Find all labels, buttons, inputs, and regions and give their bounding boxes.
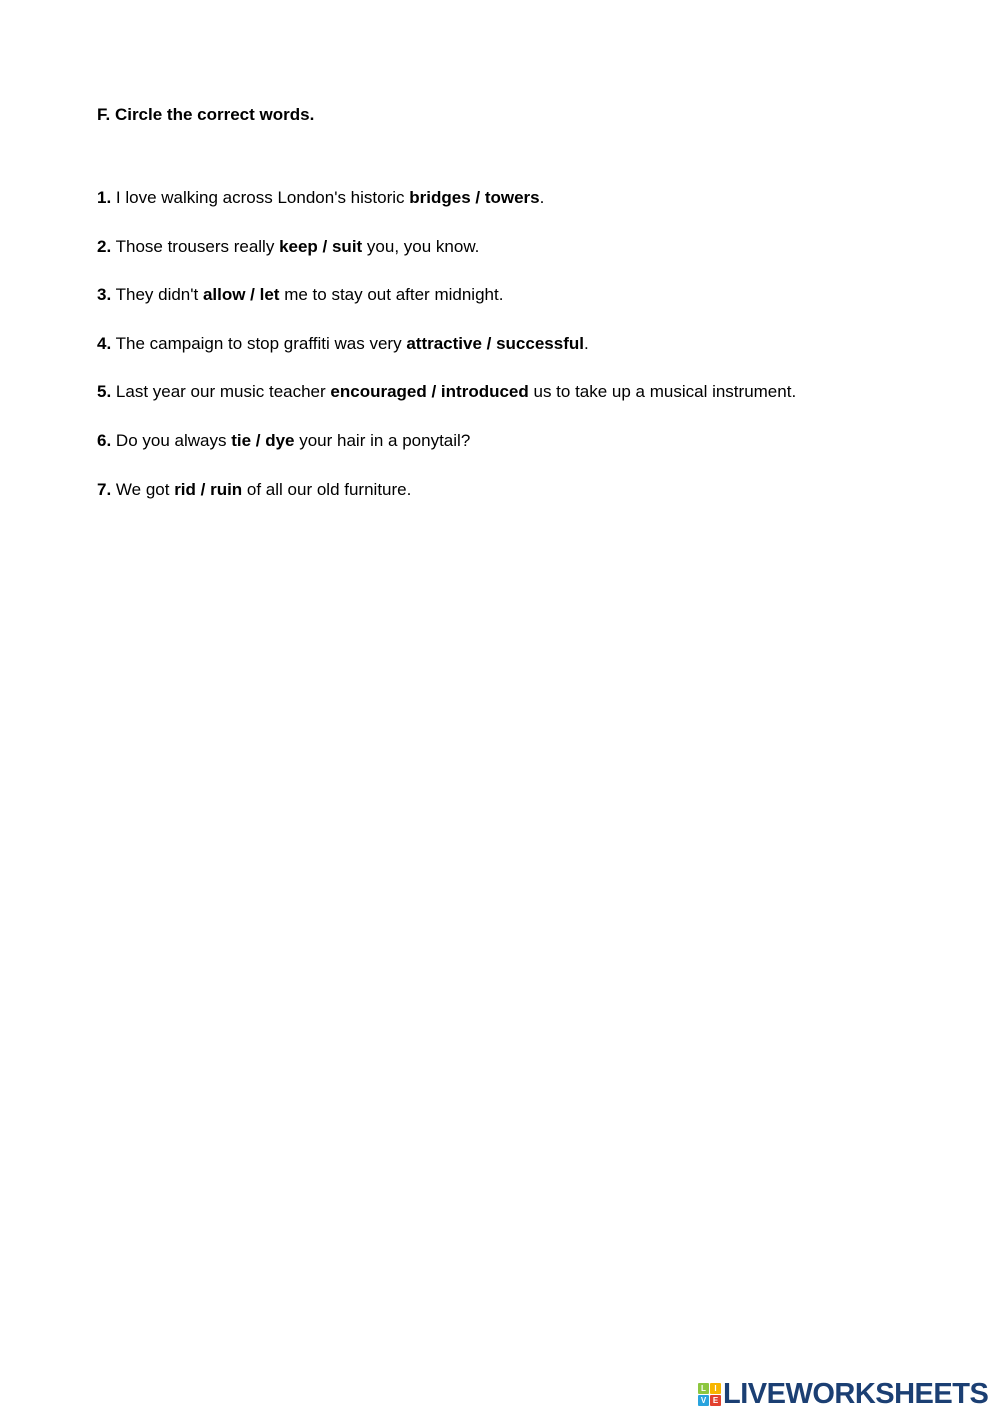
item-options[interactable]: keep / suit — [279, 237, 363, 256]
item-options[interactable]: allow / let — [202, 285, 280, 304]
item-text-after: your hair in a ponytail? — [294, 431, 471, 450]
item-number: 1. — [97, 188, 112, 207]
exercise-item — [97, 285, 503, 305]
exercise-item — [97, 188, 544, 208]
logo-text: LIVEWORKSHEETS — [723, 1378, 989, 1410]
exercise-item — [97, 480, 411, 500]
item-number: 5. — [97, 382, 112, 401]
logo-tile: V — [698, 1395, 709, 1406]
exercise-heading: F. Circle the correct words. — [97, 105, 315, 124]
exercise-item — [97, 431, 470, 451]
logo-tile: L — [698, 1383, 709, 1394]
exercise-item — [97, 334, 589, 354]
item-text-after: . — [583, 334, 589, 353]
item-text-before: Those trousers really — [111, 237, 280, 256]
item-number: 7. — [97, 480, 112, 499]
item-text-before: They didn't — [111, 285, 203, 304]
item-text-before: The campaign to stop graffiti was very — [111, 334, 407, 353]
item-options[interactable]: encouraged / introduced — [330, 382, 529, 401]
item-text-after: you, you know. — [362, 237, 480, 256]
item-text-after: . — [539, 188, 545, 207]
item-number: 6. — [97, 431, 112, 450]
item-text-before: Do you always — [111, 431, 232, 450]
item-options[interactable]: bridges / towers — [409, 188, 540, 207]
item-text-after: me to stay out after midnight. — [279, 285, 504, 304]
logo-tile: I — [710, 1383, 721, 1394]
logo-tiles-icon — [698, 1383, 721, 1406]
liveworksheets-logo — [698, 1378, 988, 1411]
exercise-item — [97, 382, 796, 402]
item-text-before: I love walking across London's historic — [111, 188, 410, 207]
item-text-before: We got — [111, 480, 175, 499]
item-number: 4. — [97, 334, 112, 353]
item-number: 3. — [97, 285, 112, 304]
item-text-after: us to take up a musical instrument. — [528, 382, 797, 401]
item-text-after: of all our old furniture. — [242, 480, 412, 499]
exercise-item — [97, 237, 479, 257]
item-text-before: Last year our music teacher — [111, 382, 331, 401]
item-number: 2. — [97, 237, 112, 256]
logo-tile: E — [710, 1395, 721, 1406]
item-options[interactable]: attractive / successful — [406, 334, 584, 353]
item-options[interactable]: rid / ruin — [174, 480, 243, 499]
item-options[interactable]: tie / dye — [231, 431, 295, 450]
